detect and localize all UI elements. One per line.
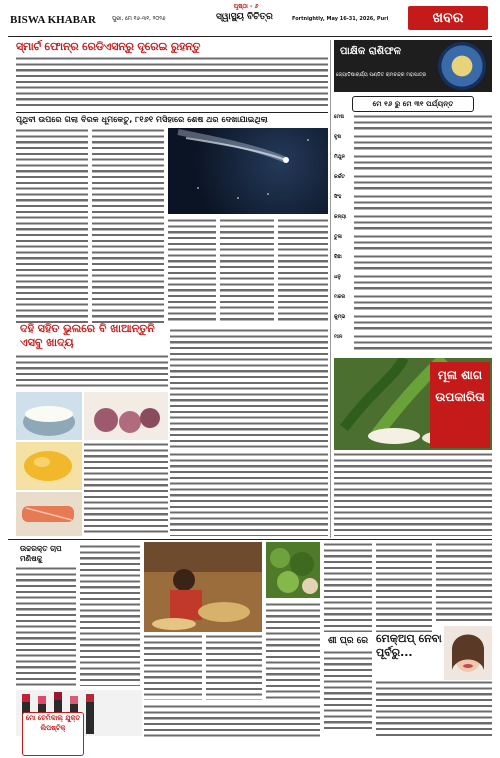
comet-col-1 (16, 128, 88, 324)
sign-tula: ତୁଳା (334, 234, 492, 253)
curd-col-2 (170, 328, 328, 448)
headline-cough: ଉଚ୍ଚରକ୍ତ ଚାପ ମଣିଷକୁ (20, 544, 62, 563)
headline-lipstick: ମୋ ଚେମିକାଲ୍ ଯୁକ୍ତ ଲିପଷ୍ଟିକ୍ (22, 712, 84, 756)
zodiac-wheel (438, 42, 486, 90)
comet-photo (168, 128, 328, 214)
market-caption-col-2 (206, 634, 262, 700)
sign-bichha: ବିଛା (334, 254, 492, 273)
fortnightly-label: Fortnightly, May 16-31, 2026, Puri (292, 16, 389, 22)
lower-divider (8, 539, 492, 540)
masthead-logo: ଖବର (408, 6, 488, 30)
sign-dhanu: ଧନୁ (334, 274, 492, 293)
wild-greens-photo (266, 542, 320, 598)
shorts-col-3 (436, 542, 492, 624)
comet-col-2 (92, 128, 164, 324)
issue-date: ପୁରୀ, ମେ ୧୬-୩୧, ୨୦୨୬ (112, 16, 166, 22)
curd-intro (16, 354, 168, 390)
makeup-body (376, 680, 492, 738)
column-divider (330, 40, 331, 538)
cough-col-1 (16, 566, 76, 686)
sign-mithuna: ମିଥୁନ (334, 154, 492, 173)
smartphone-body (16, 56, 328, 110)
headline-shorts: ଶୀ ଘ୍ର ରେ (327, 636, 369, 646)
sign-kanya: କନ୍ୟା (334, 214, 492, 233)
shorts-body (324, 650, 372, 732)
market-caption-col-1 (144, 634, 202, 700)
sign-karkata: କର୍କଟ (334, 174, 492, 193)
horoscope-date-range: ମେ ୧୬ ରୁ ମେ ୩୧ ପର୍ଯ୍ୟନ୍ତ (352, 96, 474, 112)
mango-photo (16, 442, 82, 490)
curd-bowl-photo (16, 392, 82, 440)
lipstick-body (144, 704, 320, 738)
headline-comet: ପୃଥିବୀ ଉପରେ ଗଲା ବିରଳ ଧୂମକେତୁ, ୮୧୬୧ ମସିହାରେ ଶେଷ ଥର ଦେଖାଯାଇଥିଲା (16, 114, 268, 124)
headline-radish: ମୂଳା ଶାଗ ଉପକାରିତା (430, 362, 490, 448)
sign-makara: ମକର (334, 294, 492, 313)
horoscope-title: ପାକ୍ଷିକ ରାଶିଫଳ (340, 46, 401, 57)
shorts-col-1 (324, 542, 372, 632)
sign-brusha: ବୃଷ (334, 134, 492, 153)
horoscope-header (334, 40, 492, 92)
shorts-col-2 (376, 542, 432, 632)
section-title: ସ୍ୱାସ୍ଥ୍ୟ ବିଚିତ୍ର (216, 12, 273, 22)
masthead-title: BISWA KHABAR (10, 14, 96, 26)
greens-body (266, 602, 320, 700)
headline-smartphone: ସ୍ମାର୍ଟ ଫୋନ୍ର ରେଡିଏସନ୍‌ରୁ ଦୂରେଇ ରୁହନ୍ତୁ (16, 40, 201, 53)
fish-photo (16, 492, 82, 536)
curd-col-3 (170, 452, 328, 536)
comet-col-3 (168, 218, 216, 324)
sign-mesha: ମେଷ (334, 114, 492, 133)
comet-col-5 (278, 218, 328, 324)
header-divider (8, 36, 492, 37)
page-header (8, 3, 492, 35)
page-number: ପୃଷ୍ଠା - ୬ (233, 3, 259, 10)
sign-kumbha: କୁମ୍ଭ (334, 314, 492, 333)
market-photo (144, 542, 262, 632)
comet-col-4 (220, 218, 274, 324)
sign-meena: ମୀନ (334, 334, 492, 353)
headline-makeup: ମେକ୍‌ଅପ୍ ନେବା ପୂର୍ବରୁ... (376, 632, 442, 659)
horoscope-author: ଜ୍ୟୋତିଷାଚାର୍ଯ୍ୟ ପଣ୍ଡିତ ରାମଚନ୍ଦ୍ର ମହାପାତ୍ର (336, 72, 427, 78)
radish-body (334, 452, 492, 536)
onion-photo (84, 392, 168, 440)
horoscope-list (334, 114, 492, 354)
sign-singha: ସିଂହ (334, 194, 492, 213)
divider-comet (16, 112, 328, 113)
curd-col-1 (84, 442, 168, 536)
cough-col-2 (80, 544, 140, 686)
headline-curd: ଦହି ସହିତ ଭୁଲରେ ବି ଖାଆନ୍ତୁନି ଏସବୁ ଖାଦ୍ୟ (20, 322, 155, 349)
